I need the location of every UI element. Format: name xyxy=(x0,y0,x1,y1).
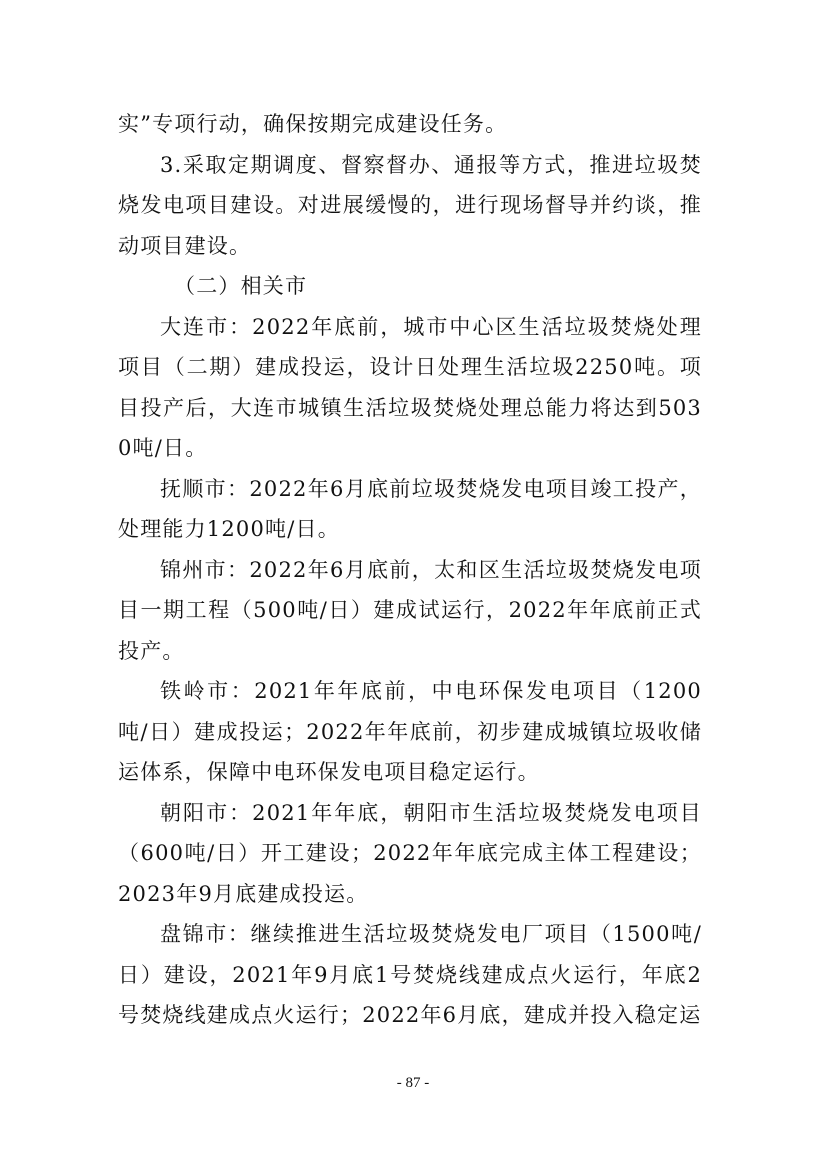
paragraph-jinzhou: 锦州市：2022年6月底前，太和区生活垃圾焚烧发电项目一期工程（500吨/日）建成试运行，2022年年底前正式投产。 xyxy=(118,557,702,663)
paragraph-continuation: 实”专项行动，确保按期完成建设任务。 xyxy=(118,112,508,136)
paragraph-measure-3: 3.采取定期调度、督察督办、通报等方式，推进垃圾焚烧发电项目建设。对进展缓慢的，进行现场督导并约谈，推动项目建设。 xyxy=(118,152,702,258)
paragraph-chaoyang: 朝阳市：2021年年底，朝阳市生活垃圾焚烧发电项目（600吨/日）开工建设；2022年年底完成主体工程建设；2023年9月底建成投运。 xyxy=(118,800,702,906)
section-heading: （二）相关市 xyxy=(174,274,308,298)
paragraph-dalian: 大连市：2022年底前，城市中心区生活垃圾焚烧处理项目（二期）建成投运，设计日处理生活垃圾2250吨。项目投产后，大连市城镇生活垃圾焚烧处理总能力将达到5030吨/日。 xyxy=(118,314,702,460)
page-number: - 87 - xyxy=(396,1075,430,1091)
paragraph-tieling: 铁岭市：2021年年底前，中电环保发电项目（1200吨/日）建成投运；2022年年底前，初步建成城镇垃圾收储运体系，保障中电环保发电项目稳定运行。 xyxy=(118,679,702,784)
paragraph-panjin: 盘锦市：继续推进生活垃圾焚烧发电厂项目（1500吨/日）建设，2021年9月底1号焚烧线建成点火运行，年底2号焚烧线建成点火运行；2022年6月底，建成并投入稳定运 xyxy=(118,922,702,1027)
paragraph-fushun: 抚顺市：2022年6月底前垃圾焚烧发电项目竣工投产，处理能力1200吨/日。 xyxy=(118,476,702,541)
body-text xyxy=(118,104,702,1036)
